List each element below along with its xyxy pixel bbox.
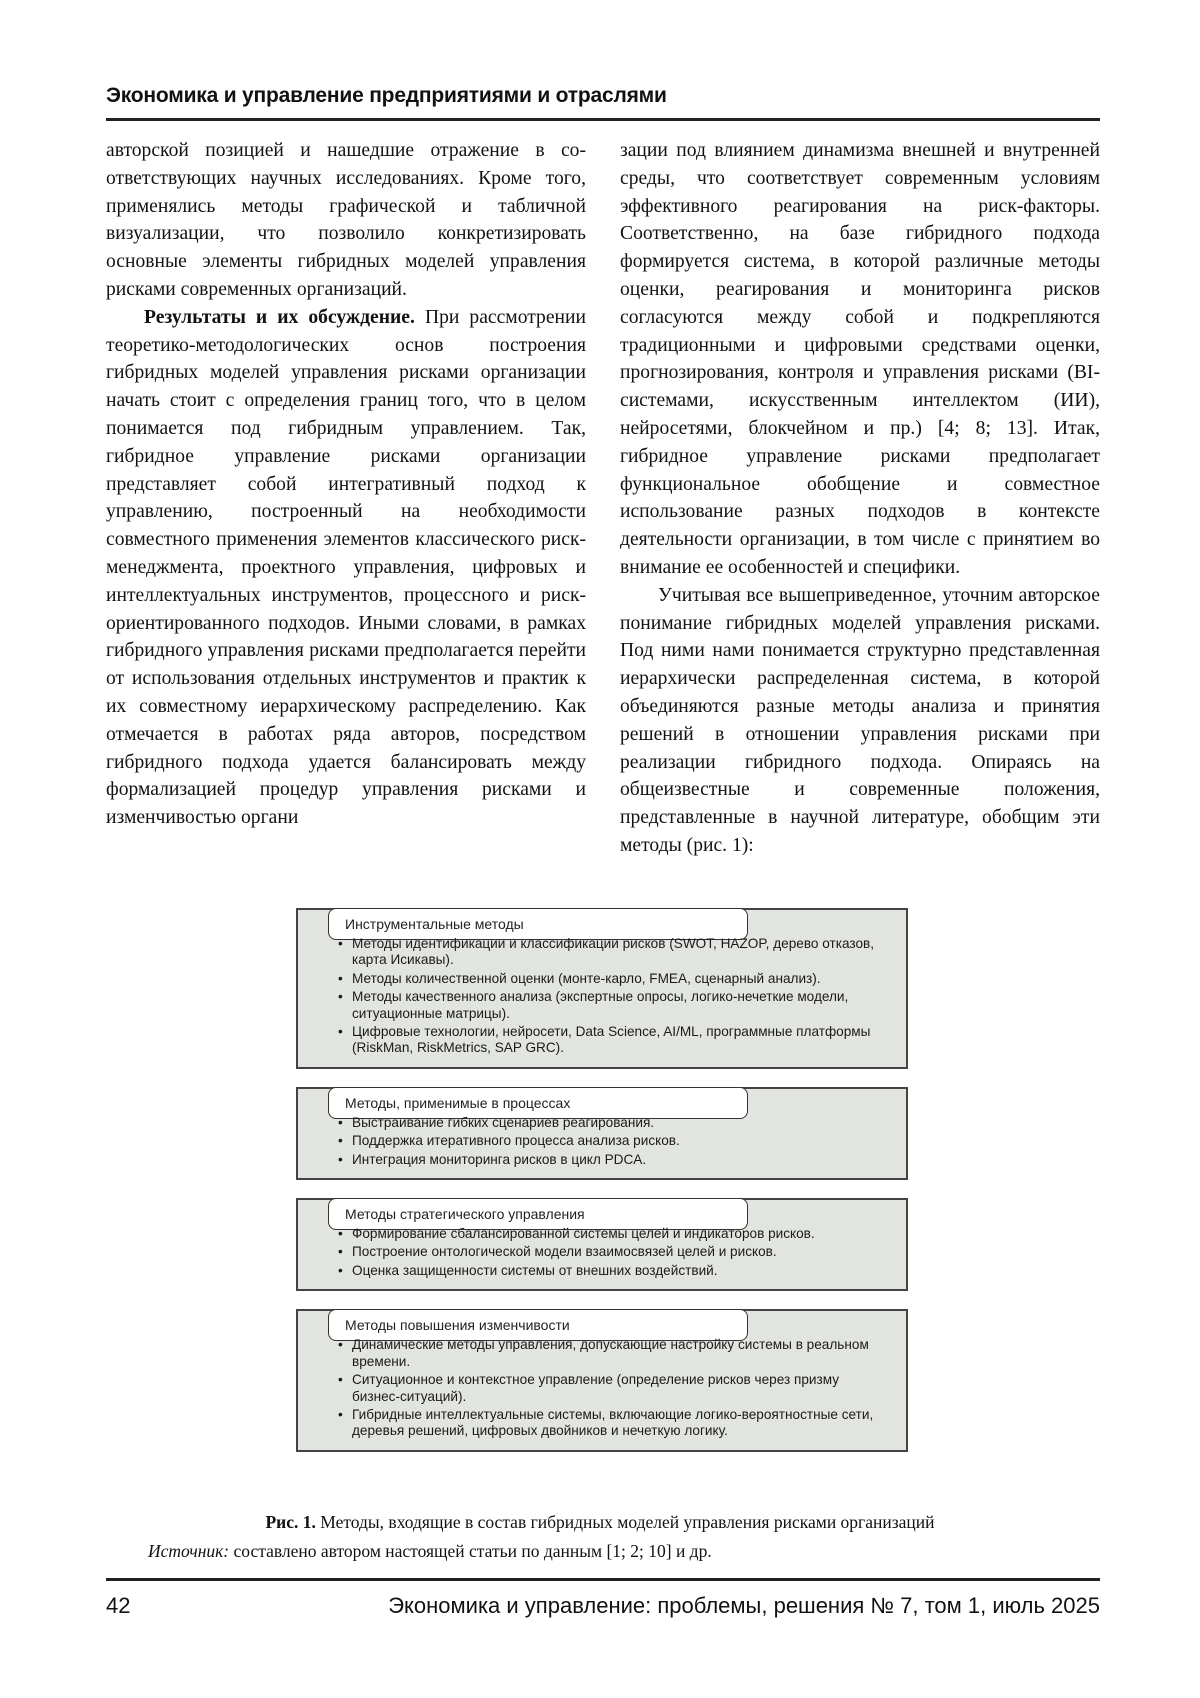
footer-divider [106, 1578, 1100, 1581]
right-column [620, 137, 1100, 860]
block-title: Методы, применимые в процессах [328, 1087, 748, 1119]
running-header-title: Экономика и управление предприятиями и отраслями [106, 84, 667, 107]
section-heading-results: Результаты и их обсуждение. [144, 306, 415, 328]
list-item: • Интеграция мониторинга рисков в цикл PDCA. [338, 1152, 888, 1168]
page-number: 42 [106, 1593, 131, 1618]
list-item: • Гибридные интеллектуальные системы, включающие логико-вероятностные сети, деревья решений, цифровых двойников и нечеткую логику. [338, 1407, 888, 1440]
paragraph: авторской позицией и нашедшие отражение в соответствующих научных исследованиях. Кроме того, применялись методы графической и табличной визуализации, что позволило конкретизировать основные элементы гибридных моделей управления рисками современных организаций. [106, 140, 586, 300]
list-item: • Цифровые технологии, нейросети, Data Science, AI/ML, программные платформы (RiskMan, RiskMetrics, SAP GRC). [338, 1024, 888, 1057]
list-item: • Ситуационное и контекстное управление (определение рисков через призму бизнес-ситуаций). [338, 1372, 888, 1405]
method-block-strategic [296, 1198, 908, 1291]
paragraph: Учитывая все вышеприведенное, уточним авторское понимание гибридных моделей управления рисками. Под ними нами понимается структурно представленная иерархически распределенная система, в которой объединяются разные методы анализа и принятия решений в отношении управления рисками при реализации гибридного подхода. Опираясь на общеизвестные и современные положения, представленные в научной литературе, обобщим эти методы (рис. 1): [620, 584, 1100, 856]
header-divider [106, 118, 1100, 121]
block-title: Инструментальные методы [328, 908, 748, 940]
figure-caption [0, 1512, 1200, 1533]
journal-info: Экономика и управление: проблемы, решения № 7, том 1, июль 2025 [388, 1593, 1100, 1618]
paragraph: зации под влиянием динамизма внешней и внутренней среды, что соответствует современным условиям эффективного реагирования на риск-факторы. Соответственно, на базе гибридного подхода формируется система, в которой различные методы оценки, реагирования и мониторинга рисков согласуются между собой и подкрепляются традиционными и цифровыми средствами оценки, прогнозирования, контроля и управления рисками (BI-системами, искусственным интеллектом (ИИ), нейросетями, блокчейном и пр.) [4; 8; 13]. Итак, гибридное управление рисками предполагает функциональное обобщение и совместное использование разных подходов в контексте деятельности организации, в том числе с принятием во внимание ее особенностей и специфики. [620, 140, 1100, 578]
paragraph-text: При рассмотрении теоретико-методологических основ построения гибридных моделей управления рисками организации начать стоит с определения границ того, что в целом понимается под гибридным управлением. Так, гибридное управление рисками организации представляет собой интегративный подход к управлению, построенный на необходимости совместного применения элементов классического риск-менеджмента, проектного управления, цифровых и интеллектуальных инструментов, процессного и риск-ориентированного подходов. Иными словами, в рамках гибридного управления рисками предполагается перейти от использования отдельных инструментов и практик к их совместному иерархическому распределению. Как отмечается в работах ряда авторов, посредством гибридного подхода удается балансировать между формализацией процедур управления рисками и изменчивостью органи [106, 306, 586, 829]
list-item: • Поддержка итеративного процесса анализа рисков. [338, 1133, 888, 1149]
caption-text: Методы, входящие в состав гибридных моделей управления рисками организаций [315, 1512, 935, 1532]
list-item: • Выстраивание гибких сценариев реагирования. [338, 1115, 888, 1131]
figure-source [148, 1541, 712, 1562]
method-block-process [296, 1087, 908, 1180]
list-item: • Динамические методы управления, допускающие настройку системы в реальном времени. [338, 1337, 888, 1370]
list-item: • Методы качественного анализа (экспертные опросы, логико-нечеткие модели, ситуационные матрицы). [338, 989, 888, 1022]
method-block-variability [296, 1309, 908, 1451]
method-block-instrumental [296, 908, 908, 1069]
list-item: • Методы идентификации и классификации рисков (SWOT, HAZOP, дерево отказов, карта Исикавы). [338, 936, 888, 969]
list-item: • Построение онтологической модели взаимосвязей целей и рисков. [338, 1244, 888, 1260]
list-item: • Методы количественной оценки (монте-карло, FMEA, сценарный анализ). [338, 971, 888, 987]
block-title: Методы повышения изменчивости [328, 1309, 748, 1341]
source-text: составлено автором настоящей статьи по данным [1; 2; 10] и др. [229, 1541, 712, 1561]
source-label: Источник: [148, 1541, 230, 1561]
list-item: • Оценка защищенности системы от внешних воздействий. [338, 1263, 888, 1279]
figure-1-diagram [296, 890, 908, 1466]
list-item: • Формирование сбалансированной системы целей и индикаторов рисков. [338, 1226, 888, 1242]
paragraph-results [106, 304, 586, 832]
caption-label: Рис. 1. [265, 1512, 316, 1532]
left-column [106, 137, 586, 832]
block-title: Методы стратегического управления [328, 1198, 748, 1230]
